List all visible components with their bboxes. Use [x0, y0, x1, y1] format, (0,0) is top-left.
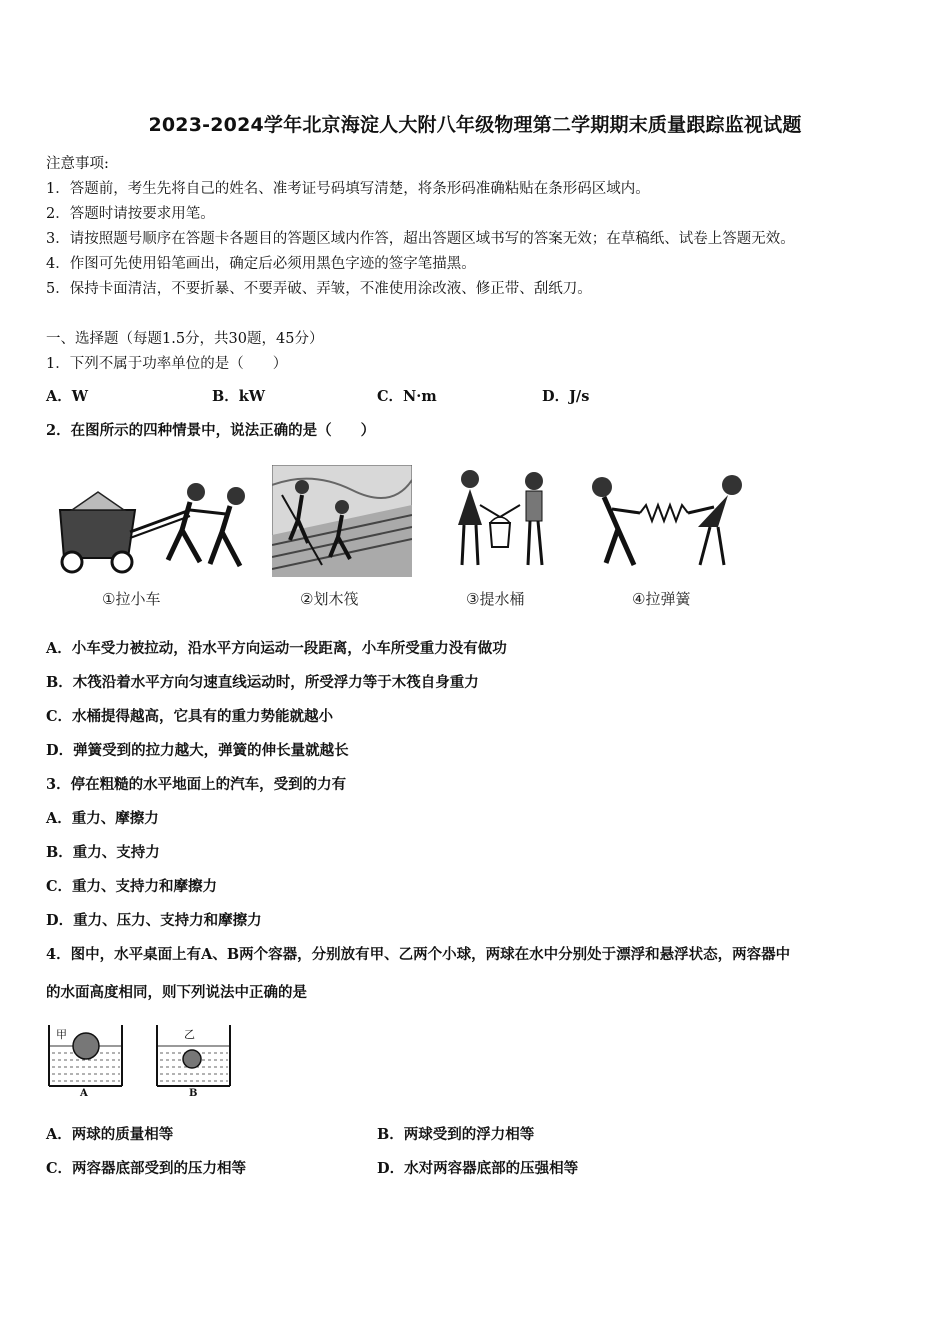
q1-option-b: B．kW: [212, 388, 266, 405]
container-b-label: B: [189, 1088, 198, 1099]
ball-jia-label: 甲: [56, 1028, 67, 1041]
question-3-stem: 3．停在粗糙的水平地面上的汽车，受到的力有: [46, 776, 347, 793]
notice-item: 5．保持卡面清洁，不要折暴、不要弄破、弄皱，不准使用涂改液、修正带、刮纸刀。: [46, 281, 592, 297]
container-a-label: A: [80, 1088, 88, 1099]
notice-item: 4．作图可先使用铅笔画出，确定后必须用黑色字迹的签字笔描黑。: [46, 256, 476, 272]
q2-option-c: C．水桶提得越高，它具有的重力势能就越小: [46, 708, 334, 725]
q3-option-c: C．重力、支持力和摩擦力: [46, 878, 218, 895]
notice-item: 3．请按照题号顺序在答题卡各题目的答题区域内作答，超出答题区域书写的答案无效；在草稿纸、试卷上答题无效。: [46, 231, 795, 247]
q1-option-d: D．J/s: [542, 388, 590, 405]
q1-option-c: C．N·m: [377, 388, 437, 405]
q1-option-a: A．W: [46, 388, 89, 405]
q2-option-b: B．木筏沿着水平方向匀速直线运动时，所受浮力等于木筏自身重力: [46, 674, 479, 691]
q4-option-b: B．两球受到的浮力相等: [377, 1126, 535, 1143]
cart-pull-illustration: [50, 470, 260, 580]
notice-item: 1．答题前，考生先将自己的姓名、准考证号码填写清楚，将条形码准确粘贴在条形码区域内。: [46, 181, 650, 197]
question-1-stem: 1．下列不属于功率单位的是（ ）: [46, 356, 288, 372]
ball-yi-label: 乙: [184, 1028, 195, 1041]
caption-raft: ②划木筏: [300, 590, 359, 608]
q4-option-c: C．两容器底部受到的压力相等: [46, 1160, 247, 1177]
section-heading: 一、选择题（每题1.5分，共30题，45分）: [46, 331, 324, 347]
caption-pull-cart: ①拉小车: [102, 590, 161, 608]
q2-option-a: A．小车受力被拉动，沿水平方向运动一段距离，小车所受重力没有做功: [46, 640, 507, 657]
page-title: 2023-2024学年北京海淀人大附八年级物理第二学期期末质量跟踪监视试题: [148, 114, 802, 136]
q2-option-d: D．弹簧受到的拉力越大，弹簧的伸长量就越长: [46, 742, 349, 759]
notice-item: 2．答题时请按要求用笔。: [46, 206, 215, 222]
q4-option-a: A．两球的质量相等: [46, 1126, 174, 1143]
raft-illustration: [272, 465, 412, 577]
q3-option-b: B．重力、支持力: [46, 844, 160, 861]
q4-option-d: D．水对两容器底部的压强相等: [377, 1160, 579, 1177]
question-4-stem-line1: 4．图中，水平桌面上有A、B两个容器，分别放有甲、乙两个小球，两球在水中分别处于漂浮和悬浮状态，两容器中: [46, 946, 791, 963]
notice-heading: 注意事项:: [46, 156, 109, 172]
question-4-stem-line2: 的水面高度相同，则下列说法中正确的是: [46, 984, 307, 1001]
q3-option-d: D．重力、压力、支持力和摩擦力: [46, 912, 262, 929]
caption-spring: ④拉弹簧: [632, 590, 691, 608]
caption-bucket: ③提水桶: [466, 590, 525, 608]
question-2-stem: 2．在图所示的四种情景中，说法正确的是（ ）: [46, 422, 376, 439]
q3-option-a: A．重力、摩擦力: [46, 810, 159, 827]
bucket-illustration: [430, 465, 570, 577]
spring-illustration: [582, 465, 747, 577]
